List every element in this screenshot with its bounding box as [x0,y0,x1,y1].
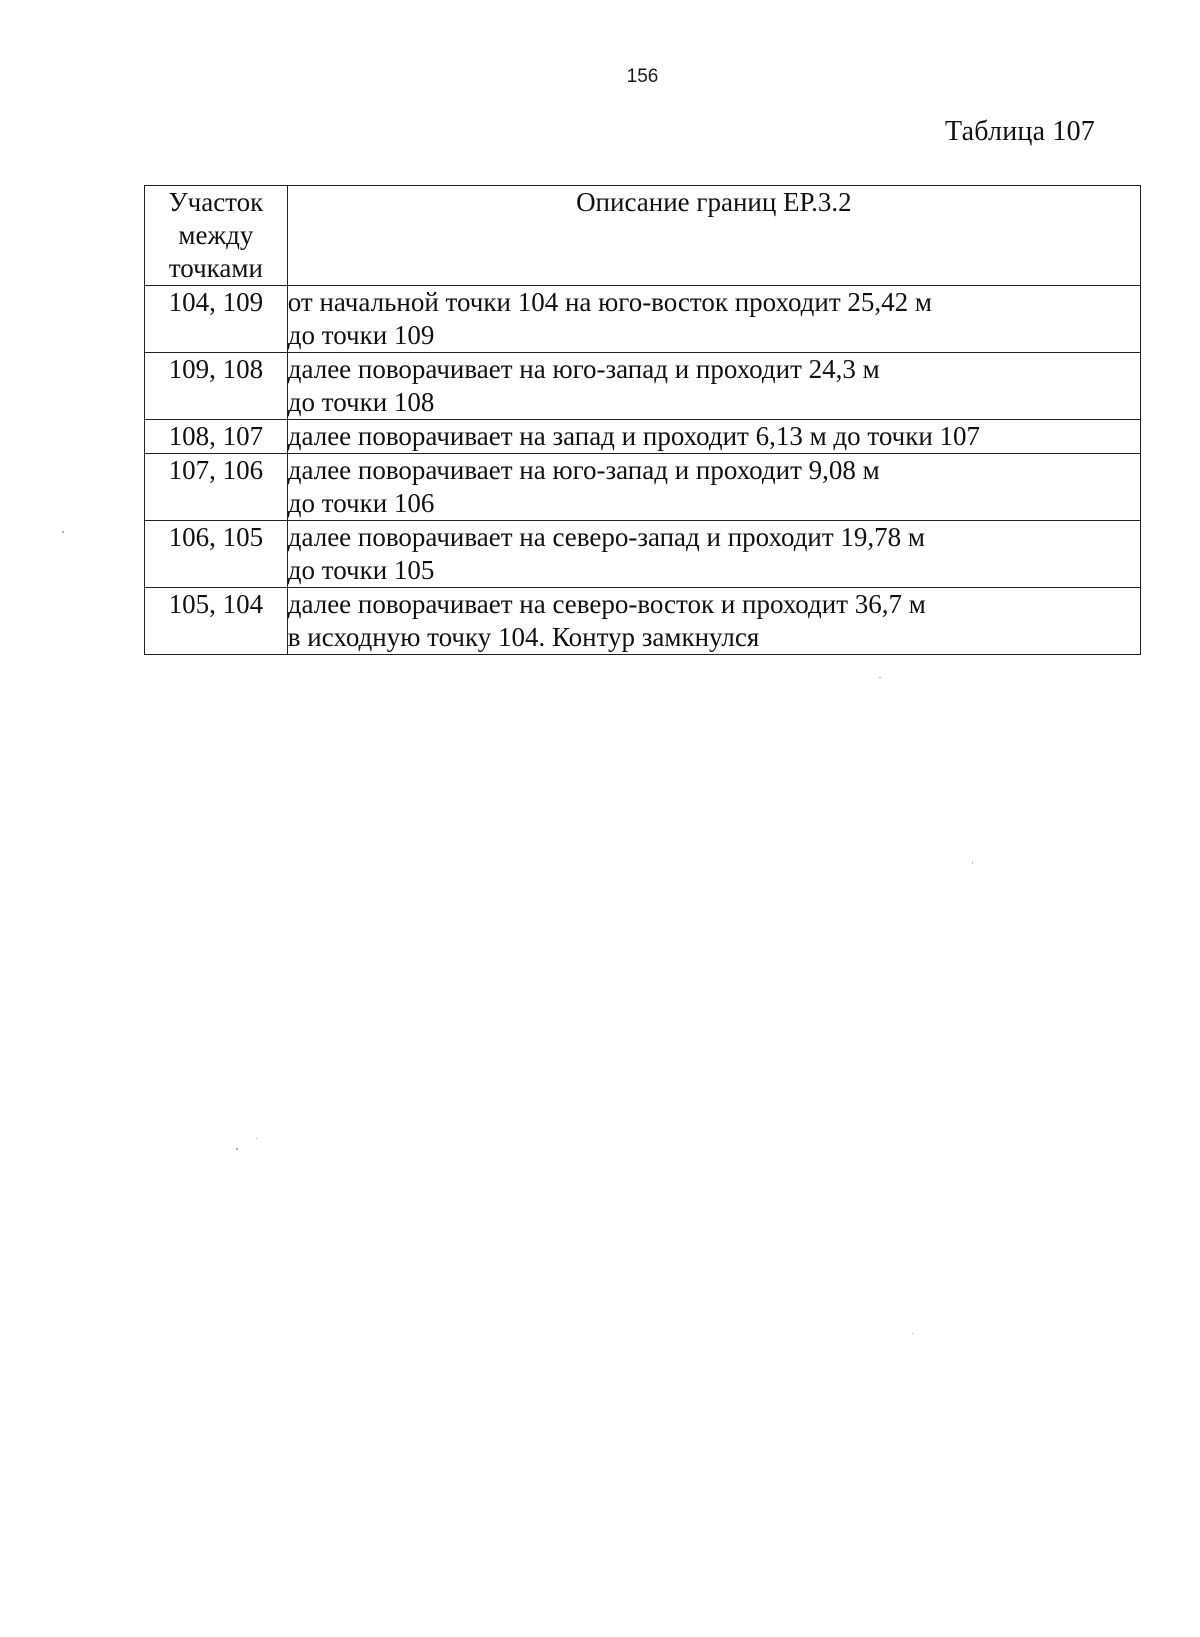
description-line: до точки 109 [287,320,435,350]
description-column-header: Описание границ ЕР.3.2 [287,186,1140,286]
scan-speck [912,1333,913,1334]
description-cell [287,454,1140,521]
table-row [145,588,1141,655]
description-line: в исходную точку 104. Контур замкнулся [287,622,760,652]
description-line: до точки 108 [287,387,435,417]
table-row [145,286,1141,353]
segment-cell: 105, 104 [145,588,288,655]
description-cell [287,420,1140,454]
page-number: 156 [626,66,659,87]
segment-cell: 107, 106 [145,454,288,521]
segment-header-line: между [178,220,254,250]
description-line: далее поворачивает на запад и проходит 6,13 м до точки 107 [287,421,981,451]
segment-cell: 104, 109 [145,286,288,353]
description-line: далее поворачивает на северо-восток и проходит 36,7 м [287,589,926,619]
scan-speck [256,1138,257,1139]
table-caption: Таблица 107 [945,116,1095,147]
scan-speck [236,1148,238,1150]
description-line: до точки 106 [287,488,435,518]
description-line: далее поворачивает на юго-запад и проходит 24,3 м [287,354,880,384]
table-header-row [145,186,1141,286]
table-row [145,353,1141,420]
table-row [145,521,1141,588]
segment-cell: 109, 108 [145,353,288,420]
scan-speck [62,531,64,533]
segment-cell: 108, 107 [145,420,288,454]
scan-speck [879,677,881,678]
boundary-description-table [144,185,1141,655]
description-cell [287,588,1140,655]
description-cell [287,286,1140,353]
description-line: далее поворачивает на северо-запад и проходит 19,78 м [287,522,926,552]
description-line: далее поворачивает на юго-запад и проходит 9,08 м [287,455,880,485]
scan-speck [972,862,973,864]
segment-cell: 106, 105 [145,521,288,588]
table-row [145,420,1141,454]
description-line: до точки 105 [287,555,435,585]
segment-column-header [145,186,288,286]
segment-header-line: Участок [168,187,264,217]
segment-header-line: точками [168,253,263,283]
description-line: от начальной точки 104 на юго-восток проходит 25,42 м [287,287,933,317]
description-cell [287,521,1140,588]
description-cell [287,353,1140,420]
table-row [145,454,1141,521]
